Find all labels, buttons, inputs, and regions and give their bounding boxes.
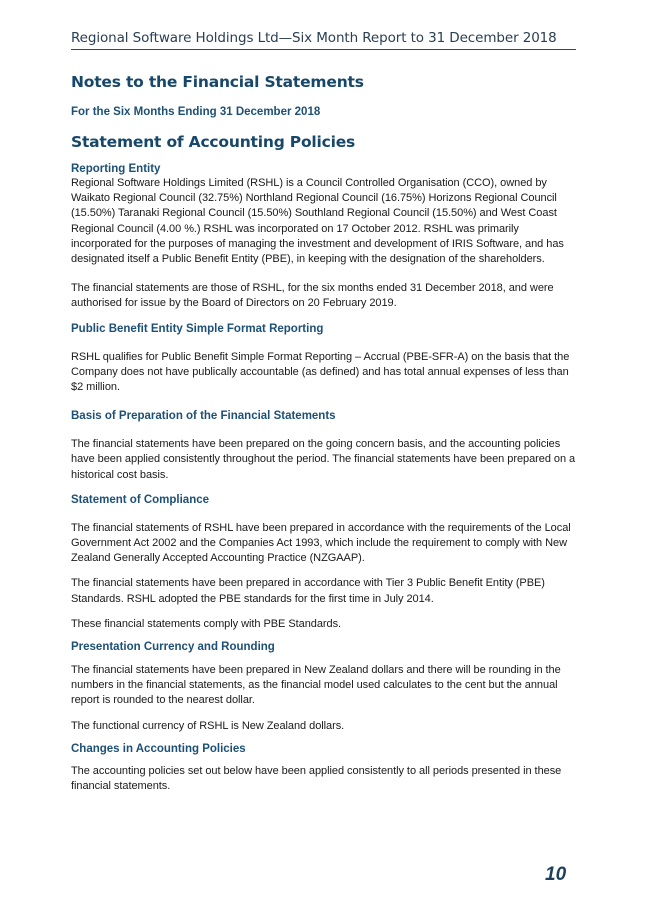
paragraph-pbe-sfr-1: RSHL qualifies for Public Benefit Simple Format Reporting – Accrual (PBE-SFR-A) on the basis that the Company does not have publically accountable (as defined) and has total annual expenses of less than $2 million. xyxy=(71,350,570,394)
heading-changes: Changes in Accounting Policies xyxy=(71,742,246,755)
paragraph-currency-2: The functional currency of RSHL is New Zealand dollars. xyxy=(71,719,345,732)
heading-reporting-entity: Reporting Entity xyxy=(71,163,161,175)
notes-title: Notes to the Financial Statements xyxy=(71,73,364,91)
header-rule xyxy=(71,49,576,50)
paragraph-currency-1: The financial statements have been prepared in New Zealand dollars and there will be rounding in the numbers in the financial statements, as the financial model used calculates to the cent but the annual report is rounded to the nearest dollar. xyxy=(71,664,561,707)
section-title: Statement of Accounting Policies xyxy=(71,133,356,151)
heading-currency: Presentation Currency and Rounding xyxy=(71,641,275,654)
heading-compliance: Statement of Compliance xyxy=(71,493,210,506)
paragraph-basis-1: The financial statements have been prepared on the going concern basis, and the accounting policies have been applied consistently throughout the period. The financial statements have been prepared on a historical cost basis. xyxy=(71,438,576,481)
paragraph-compliance-3: These financial statements comply with PBE Standards. xyxy=(71,617,342,630)
paragraph-compliance-1: The financial statements of RSHL have been prepared in accordance with the requirements of the Local Government Act 2002 and the Companies Act 1993, which include the requirement to comply with New Zealand Generally Accepted Accounting Practice (NZGAAP). xyxy=(71,521,571,565)
paragraph-reporting-entity-2: The financial statements are those of RSHL, for the six months ended 31 December 2018, and were authorised for issue by the Board of Directors on 20 February 2019. xyxy=(71,282,554,310)
paragraph-compliance-2: The financial statements have been prepared in accordance with Tier 3 Public Benefit Entity (PBE) Standards. RSHL adopted the PBE standards for the first time in July 2014. xyxy=(71,577,545,605)
running-header: Regional Software Holdings Ltd—Six Month Report to 31 December 2018 xyxy=(71,30,557,46)
paragraph-changes-1: The accounting policies set out below have been applied consistently to all periods presented in these financial statements. xyxy=(71,764,562,793)
heading-basis: Basis of Preparation of the Financial Statements xyxy=(71,410,336,423)
heading-pbe-sfr: Public Benefit Entity Simple Format Reporting xyxy=(71,322,324,335)
page-number: 10 xyxy=(545,864,567,885)
page-content xyxy=(71,68,577,794)
paragraph-reporting-entity-1: Regional Software Holdings Limited (RSHL) is a Council Controlled Organisation (CCO), owned by Waikato Regional Council (32.75%) Northland Regional Council (16.75%) Horizons Regional Council (15.50%) Taranaki Regional Council (15.50%) Southland Regional Council (15.50%) and West Coast Regional Council (4.00 %.) RSHL was incorporated on 17 October 2012. RSHL was primarily incorporated for the purposes of managing the investment and development of IRIS Software, and has designated itself a Public Benefit Entity (PBE), in keeping with the designation of the shareholders. xyxy=(71,177,564,266)
period-subtitle: For the Six Months Ending 31 December 2018 xyxy=(71,106,321,118)
